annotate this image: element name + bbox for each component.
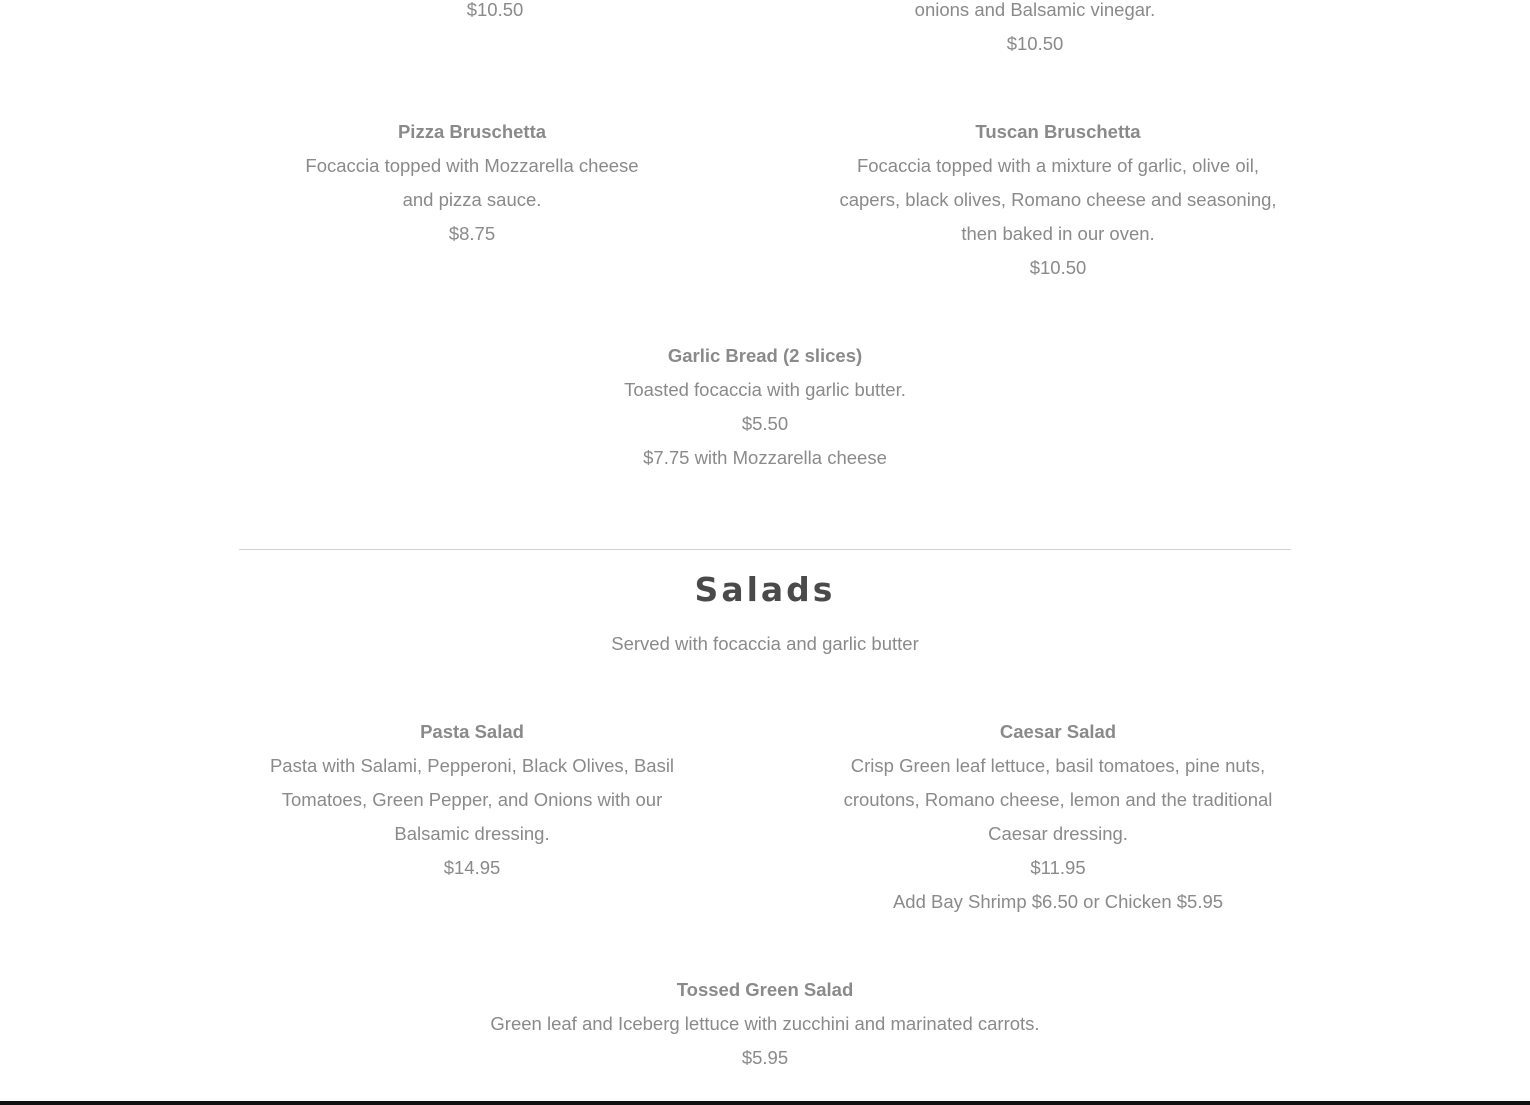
item-price: $10.50 <box>1006 33 1064 54</box>
menu-item-partial-right <box>785 0 1285 61</box>
item-title: Pizza Bruschetta <box>397 121 547 142</box>
menu-item-caesar-salad <box>808 715 1308 919</box>
item-description: capers, black olives, Romano cheese and seasoning, <box>839 189 1277 210</box>
item-description: Balsamic dressing. <box>394 823 550 844</box>
item-description: then baked in our oven. <box>961 223 1155 244</box>
section-subtitle: Served with focaccia and garlic butter <box>611 633 919 654</box>
menu-item-tossed-green-salad <box>365 973 1165 1075</box>
menu-item-pizza-bruschetta <box>222 115 722 251</box>
section-title-salads: Salads <box>694 570 836 609</box>
item-price: $11.95 <box>1030 857 1086 878</box>
item-title: Caesar Salad <box>999 721 1117 742</box>
menu-item-partial-left <box>245 0 745 27</box>
item-description: and pizza sauce. <box>402 189 542 210</box>
menu-item-tuscan-bruschetta <box>808 115 1308 285</box>
menu-item-pasta-salad <box>222 715 722 885</box>
item-description: Focaccia topped with a mixture of garlic, olive oil, <box>856 155 1260 176</box>
item-price: $5.50 <box>741 413 789 434</box>
item-description: onions and Balsamic vinegar. <box>914 0 1156 20</box>
item-price: $10.50 <box>1029 257 1087 278</box>
item-description: Toasted focaccia with garlic butter. <box>624 379 906 400</box>
item-description: Green leaf and Iceberg lettuce with zucchini and marinated carrots. <box>490 1013 1040 1034</box>
footer-edge <box>0 1101 1530 1105</box>
item-price: $10.50 <box>466 0 524 20</box>
item-title: Tossed Green Salad <box>676 979 854 1000</box>
menu-item-garlic-bread <box>465 339 1065 475</box>
section-divider <box>239 549 1291 550</box>
item-description: croutons, Romano cheese, lemon and the traditional <box>843 789 1273 810</box>
item-description: Caesar dressing. <box>988 823 1128 844</box>
item-description: Pasta with Salami, Pepperoni, Black Olives, Basil <box>269 755 675 776</box>
item-title: Tuscan Bruschetta <box>975 121 1141 142</box>
item-description: Crisp Green leaf lettuce, basil tomatoes, pine nuts, <box>850 755 1266 776</box>
item-price: $8.75 <box>448 223 496 244</box>
item-description: Tomatoes, Green Pepper, and Onions with our <box>281 789 663 810</box>
item-option-price: $7.75 with Mozzarella cheese <box>643 447 887 468</box>
item-title: Pasta Salad <box>420 721 524 742</box>
item-price: $14.95 <box>443 857 501 878</box>
item-title: Garlic Bread (2 slices) <box>667 345 863 366</box>
item-price: $5.95 <box>741 1047 789 1068</box>
item-addon: Add Bay Shrimp $6.50 or Chicken $5.95 <box>892 891 1224 912</box>
item-description: Focaccia topped with Mozzarella cheese <box>305 155 639 176</box>
